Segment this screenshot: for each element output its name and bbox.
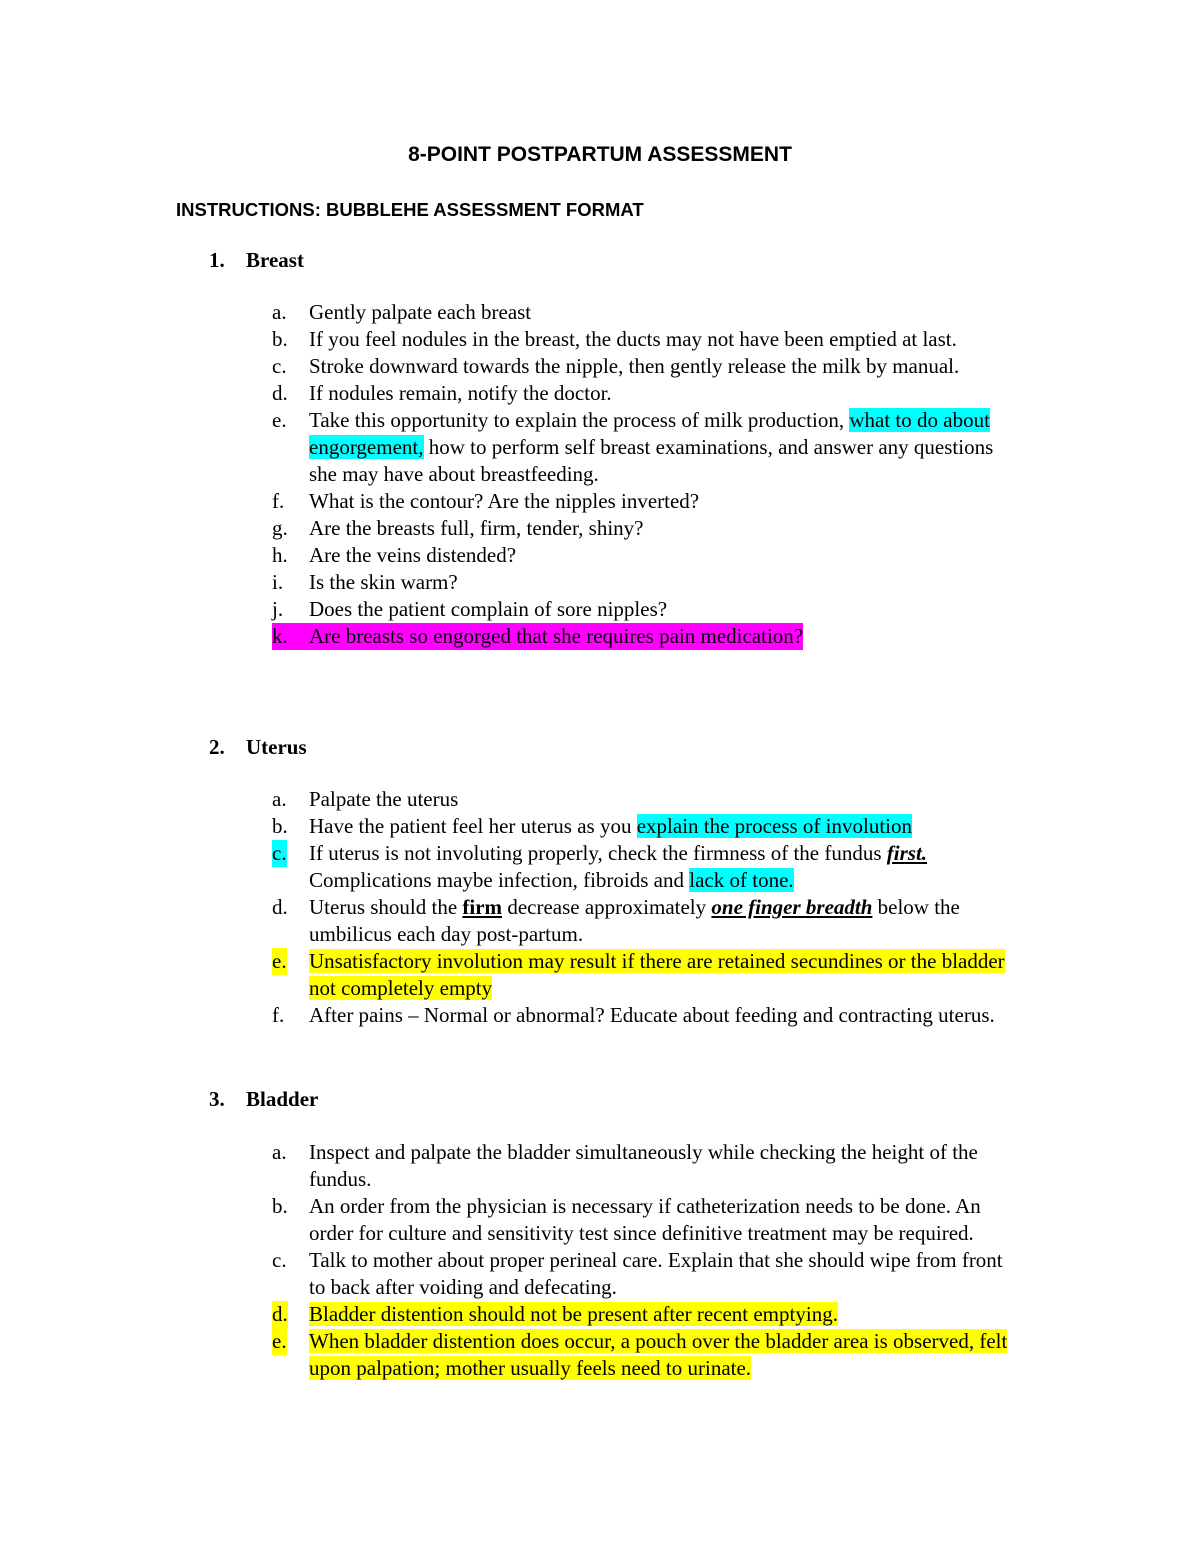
list-item-highlighted (272, 623, 803, 650)
highlighted-text: Bladder distention should not be present after recent emptying. (309, 1302, 838, 1326)
bladder-list (272, 1139, 1024, 1382)
uterus-list (272, 786, 1024, 1029)
list-item-highlighted (272, 948, 1024, 1002)
section-heading-bladder (209, 1085, 318, 1113)
instructions-heading: INSTRUCTIONS: BUBBLEHE ASSESSMENT FORMAT (176, 199, 644, 220)
section-title: Breast (246, 248, 304, 272)
highlighted-text: lack of tone. (689, 868, 794, 892)
item-marker: c. (272, 354, 287, 378)
item-text: decrease approximately (502, 895, 712, 919)
item-marker: h. (272, 543, 288, 567)
highlighted-text: When bladder distention does occur, a pouch over the bladder area is observed, felt upon palpation; mother usually feels need to urinate. (309, 1329, 1008, 1380)
item-marker: a. (272, 787, 287, 811)
item-marker: d. (272, 381, 288, 405)
item-marker: k. (272, 624, 288, 648)
page-title: 8-POINT POSTPARTUM ASSESSMENT (408, 143, 792, 166)
item-text: Is the skin warm? (309, 570, 458, 594)
item-marker: g. (272, 516, 288, 540)
item-text: An order from the physician is necessary if catheterization needs to be done. An order for culture and sensitivity test since definitive treatment may be required. (309, 1194, 981, 1245)
item-marker: b. (272, 814, 288, 838)
emphasis-text: first. (886, 841, 928, 865)
list-item (272, 813, 1024, 840)
item-marker: j. (272, 597, 284, 621)
section-title: Bladder (246, 1087, 319, 1111)
bold-text: firm (462, 895, 503, 919)
item-text: Gently palpate each breast (309, 300, 532, 324)
item-text: Are the breasts full, firm, tender, shiny? (309, 516, 644, 540)
item-text: If nodules remain, notify the doctor. (309, 381, 612, 405)
item-text: If uterus is not involuting properly, check the firmness of the fundus (309, 841, 887, 865)
item-marker: b. (272, 327, 288, 351)
section-number: 2. (209, 735, 225, 759)
item-text: Complications maybe infection, fibroids and (309, 868, 690, 892)
item-marker: c. (272, 841, 287, 865)
item-text: Talk to mother about proper perineal care. Explain that she should wipe from front to back after voiding and defecating. (309, 1248, 1003, 1299)
highlighted-text: what to do about engorgement, (309, 408, 990, 459)
item-marker: b. (272, 1194, 288, 1218)
item-text: how to perform self breast examinations, and answer any questions she may have about breastfeeding. (309, 435, 994, 486)
emphasis-text: one finger breadth (711, 895, 873, 919)
list-item (272, 515, 1024, 542)
item-text: Stroke downward towards the nipple, then gently release the milk by manual. (309, 354, 960, 378)
item-marker: f. (272, 1003, 285, 1027)
section-title: Uterus (246, 735, 307, 759)
list-item (272, 596, 1024, 623)
breast-list (272, 299, 1024, 650)
section-heading-breast (209, 246, 304, 274)
item-text: Uterus should the (309, 895, 463, 919)
list-item (272, 407, 1024, 488)
item-text: Palpate the uterus (309, 787, 459, 811)
item-marker: d. (272, 1302, 288, 1326)
item-marker: f. (272, 489, 285, 513)
highlighted-text: explain the process of involution (636, 814, 912, 838)
item-marker: e. (272, 1329, 287, 1353)
item-text: Does the patient complain of sore nipples? (309, 597, 668, 621)
section-number: 1. (209, 248, 225, 272)
item-marker: e. (272, 408, 287, 432)
item-text: Inspect and palpate the bladder simultaneously while checking the height of the fundus. (309, 1140, 978, 1191)
item-text: After pains – Normal or abnormal? Educate about feeding and contracting uterus. (309, 1003, 995, 1027)
item-marker: a. (272, 1140, 287, 1164)
list-item (272, 786, 1024, 813)
list-item-highlighted (272, 1301, 1024, 1328)
list-item (272, 488, 1024, 515)
list-item (272, 380, 1024, 407)
item-text: below the umbilicus each day post-partum. (309, 895, 960, 946)
item-text: Are the veins distended? (309, 543, 517, 567)
list-item (272, 299, 1024, 326)
section-heading-uterus (209, 733, 307, 761)
list-item (272, 840, 1024, 894)
list-item (272, 542, 1024, 569)
item-text: Take this opportunity to explain the process of milk production, (309, 408, 850, 432)
item-text: Have the patient feel her uterus as you (309, 814, 637, 838)
item-text: If you feel nodules in the breast, the ducts may not have been emptied at last. (309, 327, 957, 351)
item-marker: a. (272, 300, 287, 324)
item-marker: i. (272, 570, 284, 594)
list-item (272, 1247, 1024, 1301)
item-text: Are breasts so engorged that she requires pain medication? (309, 624, 804, 648)
list-item-highlighted (272, 1328, 1024, 1382)
list-item (272, 326, 1024, 353)
list-item (272, 1193, 1024, 1247)
item-marker: c. (272, 1248, 287, 1272)
item-marker: d. (272, 895, 288, 919)
list-item (272, 353, 1024, 380)
item-text: What is the contour? Are the nipples inverted? (309, 489, 700, 513)
highlighted-text: Unsatisfactory involution may result if there are retained secundines or the bladder not completely empty (309, 949, 1005, 1000)
item-marker: e. (272, 949, 287, 973)
list-item (272, 894, 1024, 948)
list-item (272, 1002, 1024, 1029)
list-item (272, 1139, 1024, 1193)
list-item (272, 569, 1024, 596)
section-number: 3. (209, 1087, 225, 1111)
